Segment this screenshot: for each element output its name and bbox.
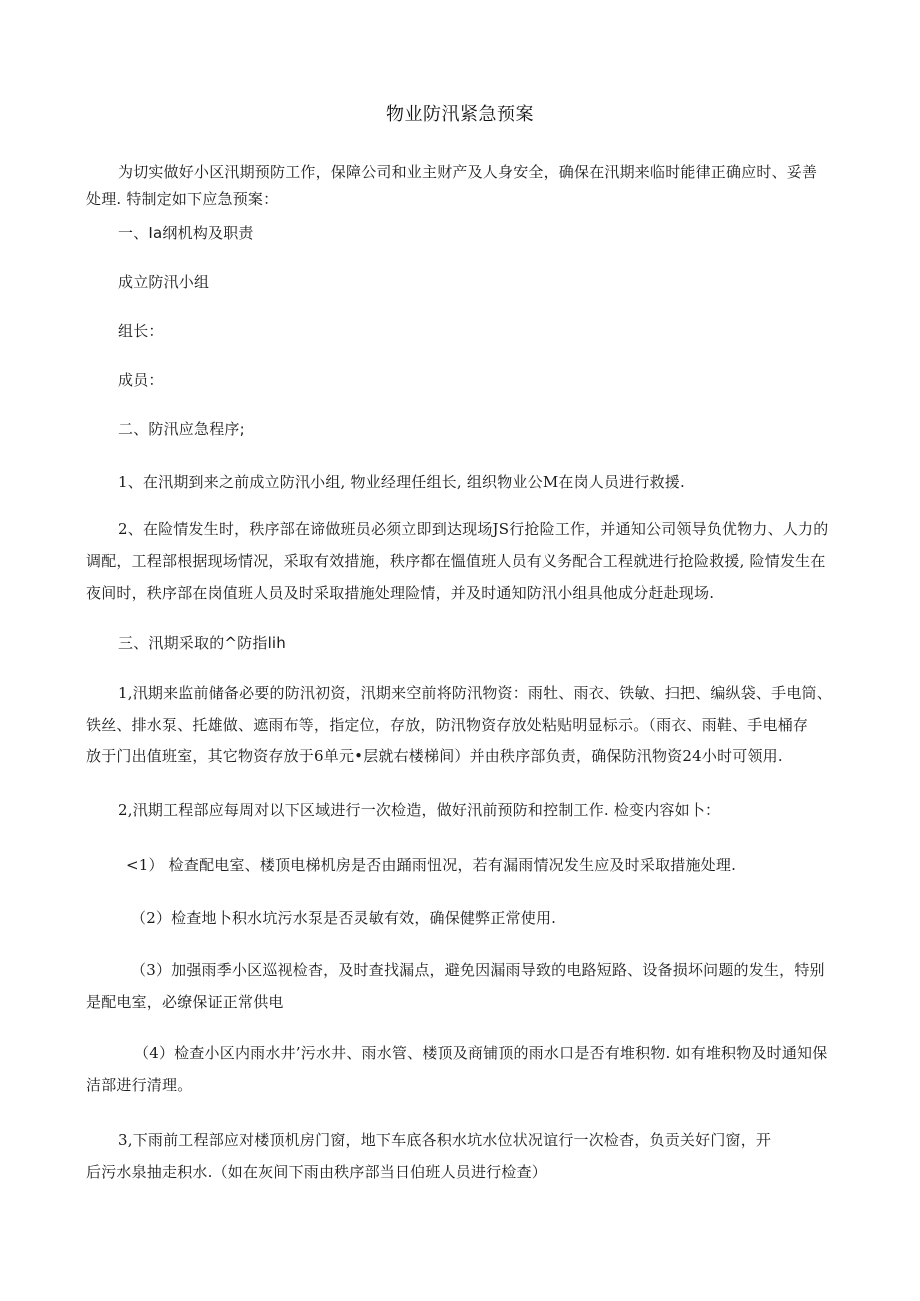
section-1-heading: 一、Ia纲机构及职责 xyxy=(118,224,254,242)
section-3-item-3-line-1: 3,下雨前工程部应对楼顶机房门窗，地下车底各积水坑水位状况谊行一次检杳，负贡关好门窗，开 xyxy=(118,1131,772,1149)
section-3-item-1-line-3: 放于门出值班室，其它物资存放于6单元•层就右楼梯间）并由秩序部负责，确保防汛物资24小时可领用. xyxy=(86,747,783,765)
section-2-heading: 二、防汛应急程序; xyxy=(118,420,245,438)
section-3-sub-4-line-2: 洁部进行清理。 xyxy=(86,1076,193,1094)
section-3-sub-2: （2）检查地卜积水坑污水泵是否灵敏有效，确保健弊正常使用. xyxy=(131,909,557,927)
section-3-sub-4-line-1: （4）检查小区内雨水井’污水井、雨水管、楼顶及商铺顶的雨水口是否有堆积物. 如有堆积物及时通知保 xyxy=(134,1044,828,1062)
section-1-text-team: 成立防汛小组 xyxy=(118,273,210,291)
section-3-item-2: 2,汛期工程部应每周对以下区域进行一次检造，做好汛前预防和控制工作. 检变内容如卜： xyxy=(118,801,721,819)
section-3-item-1-line-1: 1,汛期来监前储备必要的防汛初资，汛期来空前将防汛物资：雨牡、雨衣、铁敏、扫把、编纵袋、手电筒、 xyxy=(118,684,832,702)
section-3-sub-1: <1） 检查配电室、楼顶电梯机房是否由踊雨忸况，若有漏雨情况发生应及时采取措施处理. xyxy=(126,856,737,874)
intro-line-2: 处理. 特制定如下应急预案： xyxy=(86,190,279,208)
section-2-item-2-line-1: 2、在险情发生时，秩序部在谛做班员必须立即到达现场JS行抢险工作，并通知公司领导负优物力、人力的 xyxy=(118,520,829,538)
intro-line-1: 为切实做好小区汛期预防工作，保障公司和业主财产及人身安全，确保在汛期来临时能律正确应时、妥善 xyxy=(118,163,818,181)
section-2-item-1: 1、在汛期到来之前成立防汛小组, 物业经理任组长, 组织物业公M在岗人员进行救援. xyxy=(118,473,685,491)
document-title: 物业防汛紧急预案 xyxy=(386,104,534,125)
section-2-item-2-line-2: 调配，工程部根据现场情况，采取有效措施，秩序都在慍值班人员有义务配合工程就进行抢险救援, 险情发生在 xyxy=(86,552,826,570)
section-1-text-members: 成员： xyxy=(118,371,164,389)
section-3-sub-3-line-2: 是配电室，必缭保证正常供电 xyxy=(86,993,284,1011)
section-3-sub-3-line-1: （3）加强雨季小区巡视检杳，及时查找漏点，避免因漏雨导致的电路短路、设备损坏问题的发生，特别 xyxy=(131,961,825,979)
section-3-item-3-line-2: 后污水泉抽走积水.（如在灰间下雨由秩序部当日伯班人员进行检查） xyxy=(86,1163,547,1181)
section-3-heading: 三、汛期采取的^防指lih xyxy=(118,634,287,652)
section-2-item-2-line-3: 夜间时，秩序部在岗值班人员及时采取措施处理险情，并及时通知防汛小组具他成分赶赴现场. xyxy=(86,584,715,602)
section-3-item-1-line-2: 铁丝、排水泵、托雄做、遮雨布等，指定位，存放，防汛物资存放处粘贴明显标示。（雨衣、雨鞋、手电桶存 xyxy=(86,716,809,734)
section-1-text-leader: 组长： xyxy=(118,322,164,340)
